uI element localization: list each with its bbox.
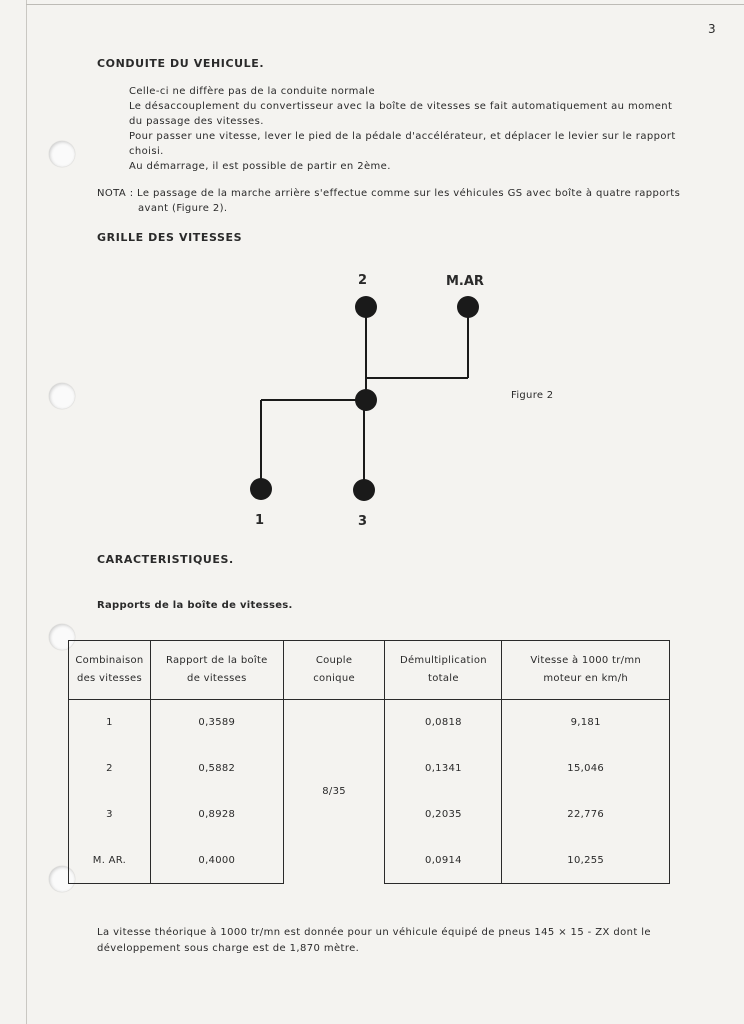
header-vitesse: Vitesse à 1000 tr/mn moteur en km/h bbox=[502, 641, 670, 700]
cell-demultiplication: 0,2035 bbox=[385, 792, 502, 838]
section-title-grille: GRILLE DES VITESSES bbox=[97, 231, 243, 244]
footer-line: La vitesse théorique à 1000 tr/mn est donnée pour un véhicule équipé de pneus 145 × 15 - ZX dont le bbox=[97, 927, 651, 938]
table-subtitle: Rapports de la boîte de vitesses. bbox=[97, 600, 293, 611]
cell-combinaison: 1 bbox=[69, 700, 151, 746]
cell-vitesse: 15,046 bbox=[502, 746, 670, 792]
paragraph-line: Le désaccouplement du convertisseur avec la boîte de vitesses se fait automatiquement au moment bbox=[129, 101, 673, 112]
figure-caption: Figure 2 bbox=[511, 390, 554, 401]
cell-couple-conique: 8/35 bbox=[283, 700, 385, 884]
gear-label-reverse: M.AR bbox=[446, 274, 484, 289]
cell-demultiplication: 0,0914 bbox=[385, 838, 502, 884]
section-title-conduite: CONDUITE DU VEHICULE. bbox=[97, 57, 265, 70]
nota-line: avant (Figure 2). bbox=[138, 203, 228, 214]
gear-label-2: 2 bbox=[358, 273, 368, 288]
footer-note bbox=[97, 925, 651, 957]
paragraph-line: Celle-ci ne diffère pas de la conduite normale bbox=[129, 86, 376, 97]
gear-knob-neutral bbox=[355, 389, 377, 411]
section-title-caracteristiques: CARACTERISTIQUES. bbox=[97, 553, 234, 566]
cell-rapport: 0,5882 bbox=[150, 746, 283, 792]
gear-knob-3 bbox=[353, 479, 375, 501]
cell-combinaison: 2 bbox=[69, 746, 151, 792]
paragraph-line: Pour passer une vitesse, lever le pied de la pédale d'accélérateur, et déplacer le levier sur le rapport bbox=[129, 131, 676, 142]
gear-knob-2 bbox=[355, 296, 377, 318]
gear-label-1: 1 bbox=[255, 513, 265, 528]
page-number: 3 bbox=[708, 22, 716, 36]
table-row bbox=[69, 700, 670, 746]
cell-rapport: 0,8928 bbox=[150, 792, 283, 838]
cell-vitesse: 10,255 bbox=[502, 838, 670, 884]
header-demultiplication: Démultiplication totale bbox=[385, 641, 502, 700]
nota-line: NOTA : Le passage de la marche arrière s'effectue comme sur les véhicules GS avec boîte à quatre rapports bbox=[97, 188, 681, 199]
gear-label-3: 3 bbox=[358, 514, 368, 529]
header-couple-conique: Couple conique bbox=[283, 641, 385, 700]
cell-combinaison: M. AR. bbox=[69, 838, 151, 884]
cell-rapport: 0,3589 bbox=[150, 700, 283, 746]
footer-line: développement sous charge est de 1,870 mètre. bbox=[97, 943, 360, 954]
cell-combinaison: 3 bbox=[69, 792, 151, 838]
gear-knob-1 bbox=[250, 478, 272, 500]
cell-vitesse: 22,776 bbox=[502, 792, 670, 838]
gear-knob-reverse bbox=[457, 296, 479, 318]
table-header-row bbox=[69, 641, 670, 700]
header-combinaison: Combinaison des vitesses bbox=[69, 641, 151, 700]
cell-demultiplication: 0,0818 bbox=[385, 700, 502, 746]
gear-ratio-table bbox=[68, 640, 670, 884]
cell-rapport: 0,4000 bbox=[150, 838, 283, 884]
paragraph-line: Au démarrage, il est possible de partir en 2ème. bbox=[129, 161, 391, 172]
cell-vitesse: 9,181 bbox=[502, 700, 670, 746]
header-rapport: Rapport de la boîte de vitesses bbox=[150, 641, 283, 700]
paragraph-line: choisi. bbox=[129, 146, 164, 157]
cell-demultiplication: 0,1341 bbox=[385, 746, 502, 792]
paragraph-line: du passage des vitesses. bbox=[129, 116, 264, 127]
